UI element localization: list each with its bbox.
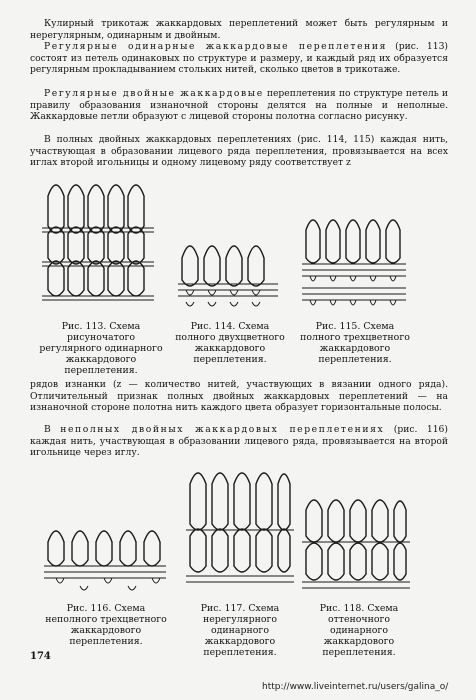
paragraph-incomplete-double: В неполных двойных жаккардовых переплетениях (рис. 116) каждая нить, участвующая в образовании лицевого ряда, провязывается на второй игольнице через иглу. [30,424,448,459]
paragraph-distinctive-sign: рядов изнанки (z — количество нитей, участвующих в вязании одного ряда). Отличительный признак полных двойных жаккардовых переплетений — на изнаночной стороне полотна нить каждого цвета образует горизонтальные полосы. [30,379,448,414]
paragraph-regular-single: Регулярные одинарные жаккардовые переплетения (рис. 113) состоят из петель одинаковых по структуре и размеру, и каждый ряд их образуется регулярным прокладыванием стольких нитей, сколько цветов в трикотаже. [30,41,449,76]
figure-116-caption: Рис. 116. Схема неполного трехцветного жаккардового переплетения. [45,603,167,647]
paragraph-full-double: В полных двойных жаккардовых переплетениях (рис. 114, 115) каждая нить, участвующая в образовании лицевого ряда переплетения, провязывается на всех иглах второй игольницы и одному лицевому ряду соответствует z [30,134,448,169]
figure-115-caption: Рис. 115. Схема полного трехцветного жаккардового переплетения. [300,321,410,365]
figure-113-caption: Рис. 113. Схема рисуночатого регулярного одинарного жаккардового переплетения. [39,321,163,376]
figure-114-caption: Рис. 114. Схема полного двухцветного жаккардового переплетения. [175,321,285,365]
figure-116-diagram [42,520,168,600]
figure-113-diagram [40,176,158,312]
paragraph-intro: Кулирный трикотаж жаккардовых переплетений может быть регулярным и нерегулярным, одинарным и двойным. [30,18,448,41]
figure-114-diagram [176,236,282,316]
watermark-url: http://www.liveinternet.ru/users/galina_o/ [262,682,449,692]
figure-117-caption: Рис. 117. Схема нерегулярного одинарного жаккардового переплетения. [200,603,280,658]
figure-115-diagram [300,210,408,316]
page-number: 174 [30,651,51,662]
figure-118-diagram [300,490,412,600]
figure-118-caption: Рис. 118. Схема оттеночного одинарного жаккардового переплетения. [319,603,399,658]
figure-117-diagram [184,462,296,600]
paragraph-regular-double: Регулярные двойные жаккардовые переплетения по структуре петель и правилу образования изнаночной стороны делятся на полные и неполные. Жаккардовые петли образуют с лицевой стороны полотна согласно рисунку. [30,88,448,123]
